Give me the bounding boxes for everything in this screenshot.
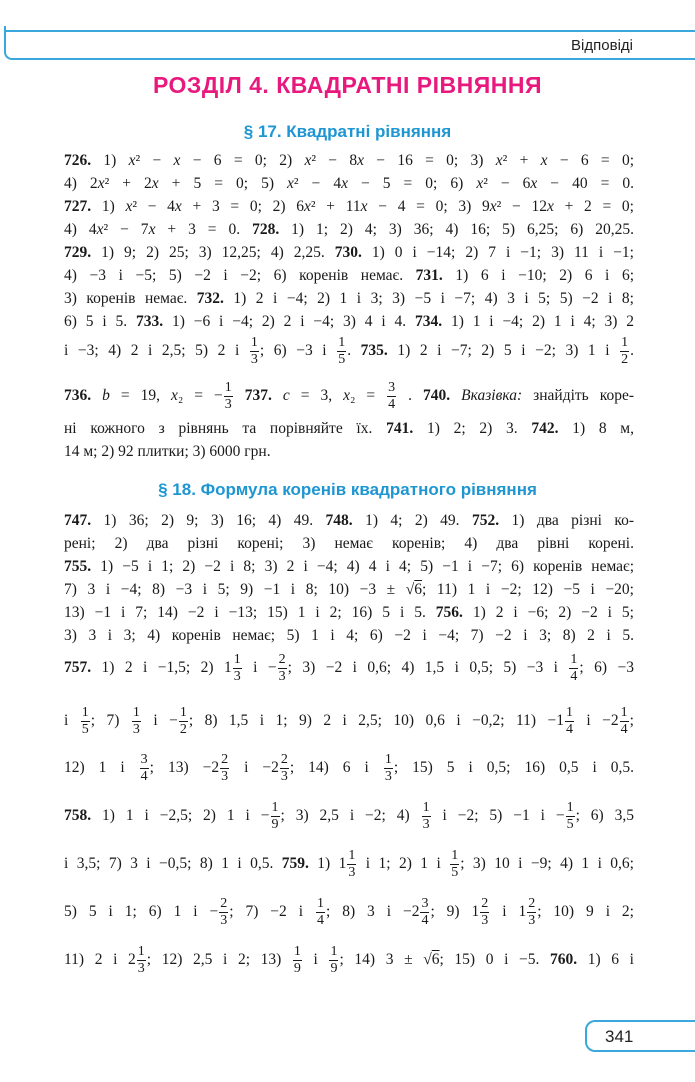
answer-line: 757. 1) 2 і −1,5; 2) 1 $\frac{1}{3}$ і − $\frac{2}{3}$ ; 3) −2 і 0,6; 4) 1,5 і 0,5; 5) −3 і $\frac{1}{4}$ ; 6) −3	[64, 652, 634, 684]
answer-line: 6) 5 і 5. 733. 1) −6 і −4; 2) 2 і −4; 3) 4 і 4. 734. 1) 1 і −4; 2) 1 і 4; 3) 2	[64, 313, 635, 330]
chapter-title: РОЗДІЛ 4. КВАДРАТНІ РІВНЯННЯ	[152, 72, 543, 98]
fraction: $\frac{2}{3}$	[220, 896, 228, 928]
fraction: $\frac{1}{2}$	[179, 705, 187, 737]
running-header	[4, 30, 695, 60]
fraction: $\frac{1}{3}$	[224, 380, 232, 412]
answer-line: 12) 1 і $\frac{3}{4}$ ; 13) −2 $\frac{2}{3}$ і −2 $\frac{2}{3}$ ; 14) 6 і $\frac{1}{3}$ ; 15) 5 і 0,5; 16) 0,5 і 0,5.	[64, 752, 634, 784]
answer-line: 736. b = 19, x₂ = − $\frac{1}{3}$ 737. c = 3, x₂ = $\frac{3}{4}$ . 740. Вказівка: знайдіть коре-	[64, 380, 635, 412]
answer-line: 4) −3 і −5; 5) −2 і −2; 6) коренів немає. 731. 1) 6 і −10; 2) 6 і 6;	[64, 267, 634, 284]
fraction: $\frac{1}{4}$	[620, 705, 628, 737]
answer-line: і −3; 4) 2 і 2,5; 5) 2 і $\frac{1}{3}$ ; 6) −3 і $\frac{1}{5}$ . 735. 1) 2 і −7; 2) 5 і −2; 3) 1 і $\frac{1}{2}$ .	[64, 335, 634, 367]
answer-line: 747. 1) 36; 2) 9; 3) 16; 4) 49. 748. 1) 4; 2) 49. 752. 1) два різні ко-	[64, 512, 634, 529]
fraction: $\frac{1}{3}$	[233, 652, 241, 684]
fraction: $\frac{1}{3}$	[422, 800, 430, 832]
answer-line: ні кожного з рівнянь та порівняйте їх. 741. 1) 2; 2) 3. 742. 1) 8 м,	[64, 420, 634, 437]
fraction: $\frac{2}{3}$	[280, 752, 288, 784]
fraction: $\frac{1}{5}$	[451, 848, 459, 880]
answer-line: 726. 1) x² − x − 6 = 0; 2) x² − 8x − 16 = 0; 3) x² + x − 6 = 0;	[64, 152, 635, 169]
answer-line: рені; 2) два різні корені; 3) немає коренів; 4) два рівні корені.	[64, 535, 634, 552]
fraction: $\frac{1}{3}$	[250, 335, 258, 367]
fraction: $\frac{3}{4}$	[140, 752, 148, 784]
fraction: $\frac{1}{4}$	[570, 652, 578, 684]
fraction: $\frac{3}{4}$	[421, 896, 429, 928]
header-tick	[4, 26, 6, 36]
fraction: $\frac{2}{3}$	[481, 896, 489, 928]
answer-line: 11) 2 і 2 $\frac{1}{3}$ ; 12) 2,5 і 2; 13) $\frac{1}{9}$ і $\frac{1}{9}$ ; 14) 3 ± √6; 15) 0 і −5. 760. 1) 6 і	[64, 944, 634, 976]
answer-line: 4) 2x² + 2x + 5 = 0; 5) x² − 4x − 5 = 0; 6) x² − 6x − 40 = 0.	[64, 175, 634, 192]
fraction: $\frac{1}{9}$	[271, 800, 279, 832]
fraction: $\frac{2}{3}$	[528, 896, 536, 928]
fraction: $\frac{1}{5}$	[81, 705, 89, 737]
header-title: Відповіді	[571, 37, 633, 54]
fraction: $\frac{1}{9}$	[293, 944, 301, 976]
fraction: $\frac{2}{3}$	[278, 652, 286, 684]
fraction: $\frac{1}{9}$	[330, 944, 338, 976]
answer-line: і $\frac{1}{5}$ ; 7) $\frac{1}{3}$ і − $\frac{1}{2}$ ; 8) 1,5 і 1; 9) 2 і 2,5; 10) 0,6 і −0,2; 11) −1 $\frac{1}{4}$ і −2 $\frac{1}{4}$ ;	[64, 705, 634, 737]
fraction: $\frac{1}{3}$	[384, 752, 392, 784]
answer-line: 3) 3 і 3; 4) коренів немає; 5) 1 і 4; 6) −2 і −4; 7) −2 і 3; 8) 2 і 5.	[64, 627, 634, 644]
section-17-title: § 17. Квадратні рівняння	[243, 122, 452, 141]
answer-line: 3) коренів немає. 732. 1) 2 і −4; 2) 1 і 3; 3) −5 і −7; 4) 3 і 5; 5) −2 і 8;	[64, 290, 634, 307]
fraction: $\frac{1}{2}$	[621, 335, 629, 367]
answer-line: 13) −1 і 7; 14) −2 і −13; 15) 1 і 2; 16) 5 і 5. 756. 1) 2 і −6; 2) −2 і 5;	[64, 604, 634, 621]
answer-line: 729. 1) 9; 2) 25; 3) 12,25; 4) 2,25. 730. 1) 0 і −14; 2) 7 і −1; 3) 11 і −1;	[64, 244, 634, 261]
answer-line: 4) 4x² − 7x + 3 = 0. 728. 1) 1; 2) 4; 3) 36; 4) 16; 5) 6,25; 6) 20,25.	[64, 221, 634, 238]
answer-line: 7) 3 і −4; 8) −3 і 5; 9) −1 і 8; 10) −3 ± √6; 11) 1 і −2; 12) −5 і −20;	[64, 581, 634, 598]
section-18-title: § 18. Формула коренів квадратного рівняння	[158, 480, 537, 499]
fraction: $\frac{1}{3}$	[132, 705, 140, 737]
fraction: $\frac{1}{5}$	[566, 800, 574, 832]
answer-line: і 3,5; 7) 3 і −0,5; 8) 1 і 0,5. 759. 1) 1 $\frac{1}{3}$ і 1; 2) 1 і $\frac{1}{5}$ ; 3) 10 і −9; 4) 1 і 0,6;	[64, 848, 634, 880]
fraction: $\frac{2}{3}$	[221, 752, 229, 784]
answer-line: 5) 5 і 1; 6) 1 і − $\frac{2}{3}$ ; 7) −2 і $\frac{1}{4}$ ; 8) 3 і −2 $\frac{3}{4}$ ; 9) 1 $\frac{2}{3}$ і 1 $\frac{2}{3}$ ; 10) 9 і 2;	[64, 896, 634, 928]
fraction: $\frac{1}{3}$	[348, 848, 356, 880]
answer-line: 14 м; 2) 92 плитки; 3) 6000 грн.	[64, 443, 271, 460]
answer-line: 758. 1) 1 і −2,5; 2) 1 і − $\frac{1}{9}$ ; 3) 2,5 і −2; 4) $\frac{1}{3}$ і −2; 5) −1 і − $\frac{1}{5}$ ; 6) 3,5	[64, 800, 635, 832]
answer-line: 727. 1) x² − 4x + 3 = 0; 2) 6x² + 11x − 4 = 0; 3) 9x² − 12x + 2 = 0;	[64, 198, 634, 215]
page-number: 341	[605, 1027, 634, 1046]
fraction: $\frac{1}{3}$	[137, 944, 145, 976]
page-number-tab	[585, 1020, 695, 1052]
fraction: $\frac{1}{5}$	[338, 335, 346, 367]
fraction: $\frac{3}{4}$	[388, 380, 396, 412]
answer-line: 755. 1) −5 і 1; 2) −2 і 8; 3) 2 і −4; 4) 4 і 4; 5) −1 і −7; 6) коренів немає;	[64, 558, 634, 575]
fraction: $\frac{1}{4}$	[565, 705, 573, 737]
fraction: $\frac{1}{4}$	[316, 896, 324, 928]
